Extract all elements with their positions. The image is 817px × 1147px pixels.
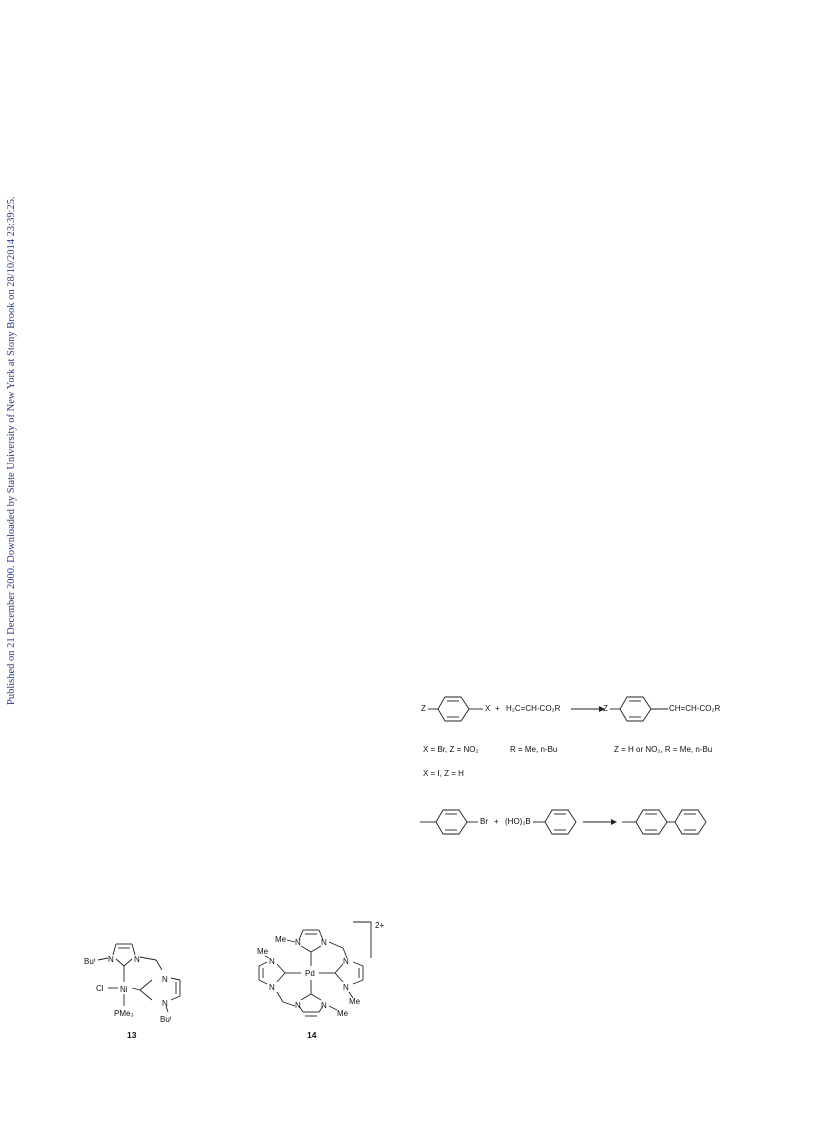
- suzuki-biphenyl-product: [622, 806, 722, 838]
- compound-14-me-right: Me: [349, 997, 361, 1006]
- compound-14-n-left-bottom: N: [269, 983, 275, 992]
- compound-13-n4: N: [162, 999, 168, 1008]
- heck-condition-product: Z = H or NO₂, R = Me, n-Bu: [614, 745, 713, 754]
- compound-14-n-bottom-left: N: [295, 1001, 301, 1010]
- heck-product-ring: [610, 693, 672, 725]
- suzuki-boronic: (HO)₂B: [505, 817, 531, 826]
- suzuki-br: Br: [480, 817, 488, 826]
- compound-14-me-bottom: Me: [337, 1009, 349, 1018]
- heck-arrow: [571, 703, 607, 715]
- compound-14-me-left: Me: [257, 947, 269, 956]
- suzuki-bromotoluene: [420, 806, 482, 838]
- compound-14-n-top-right: N: [321, 938, 327, 947]
- compound-14-label: 14: [307, 1030, 317, 1040]
- compound-13-n2: N: [134, 955, 140, 964]
- heck-plus: +: [495, 704, 500, 713]
- heck-aryl-halide-ring: [428, 693, 491, 725]
- compound-13-n1: N: [108, 955, 114, 964]
- heck-z-reactant: Z: [421, 704, 426, 713]
- suzuki-phenylboronic-ring: [533, 806, 581, 838]
- compound-13-label: 13: [127, 1030, 137, 1040]
- heck-x-reactant: X: [485, 704, 491, 713]
- compound-13-cl: Cl: [96, 984, 104, 993]
- heck-z-product: Z: [603, 704, 608, 713]
- compound-14-me-top: Me: [275, 935, 287, 944]
- compound-14-pd: Pd: [305, 969, 315, 978]
- compound-14-charge: 2+: [375, 921, 385, 930]
- compound-13-structure: [80, 930, 200, 1030]
- compound-14-structure: [255, 918, 390, 1028]
- heck-condition-b: X = I, Z = H: [423, 769, 464, 778]
- compound-14-n-left-top: N: [269, 957, 275, 966]
- suzuki-arrow: [583, 816, 619, 828]
- compound-13-tbu-bottom: Buᵗ: [160, 1015, 172, 1024]
- heck-acrylate: H₂C=CH-CO₂R: [506, 704, 561, 713]
- compound-13-pme3: PMe₃: [114, 1009, 134, 1018]
- compound-13-ni: Ni: [120, 985, 128, 994]
- heck-condition-r: R = Me, n-Bu: [510, 745, 558, 754]
- publication-note: Published on 21 December 2000. Downloaded by State University of New York at Stony Brook on 28/10/2014 23:39:25.: [6, 196, 17, 705]
- compound-14-n-top-left: N: [295, 938, 301, 947]
- compound-13-n3: N: [162, 975, 168, 984]
- compound-14-n-right-top: N: [343, 957, 349, 966]
- suzuki-plus: +: [494, 817, 499, 826]
- heck-product-substituent: CH=CH-CO₂R: [669, 704, 721, 713]
- compound-13-tbu-top: Buᵗ: [84, 957, 96, 966]
- compound-14-n-bottom-right: N: [321, 1001, 327, 1010]
- compound-14-n-right-bottom: N: [343, 983, 349, 992]
- heck-condition-a: X = Br, Z = NO₂: [423, 745, 479, 754]
